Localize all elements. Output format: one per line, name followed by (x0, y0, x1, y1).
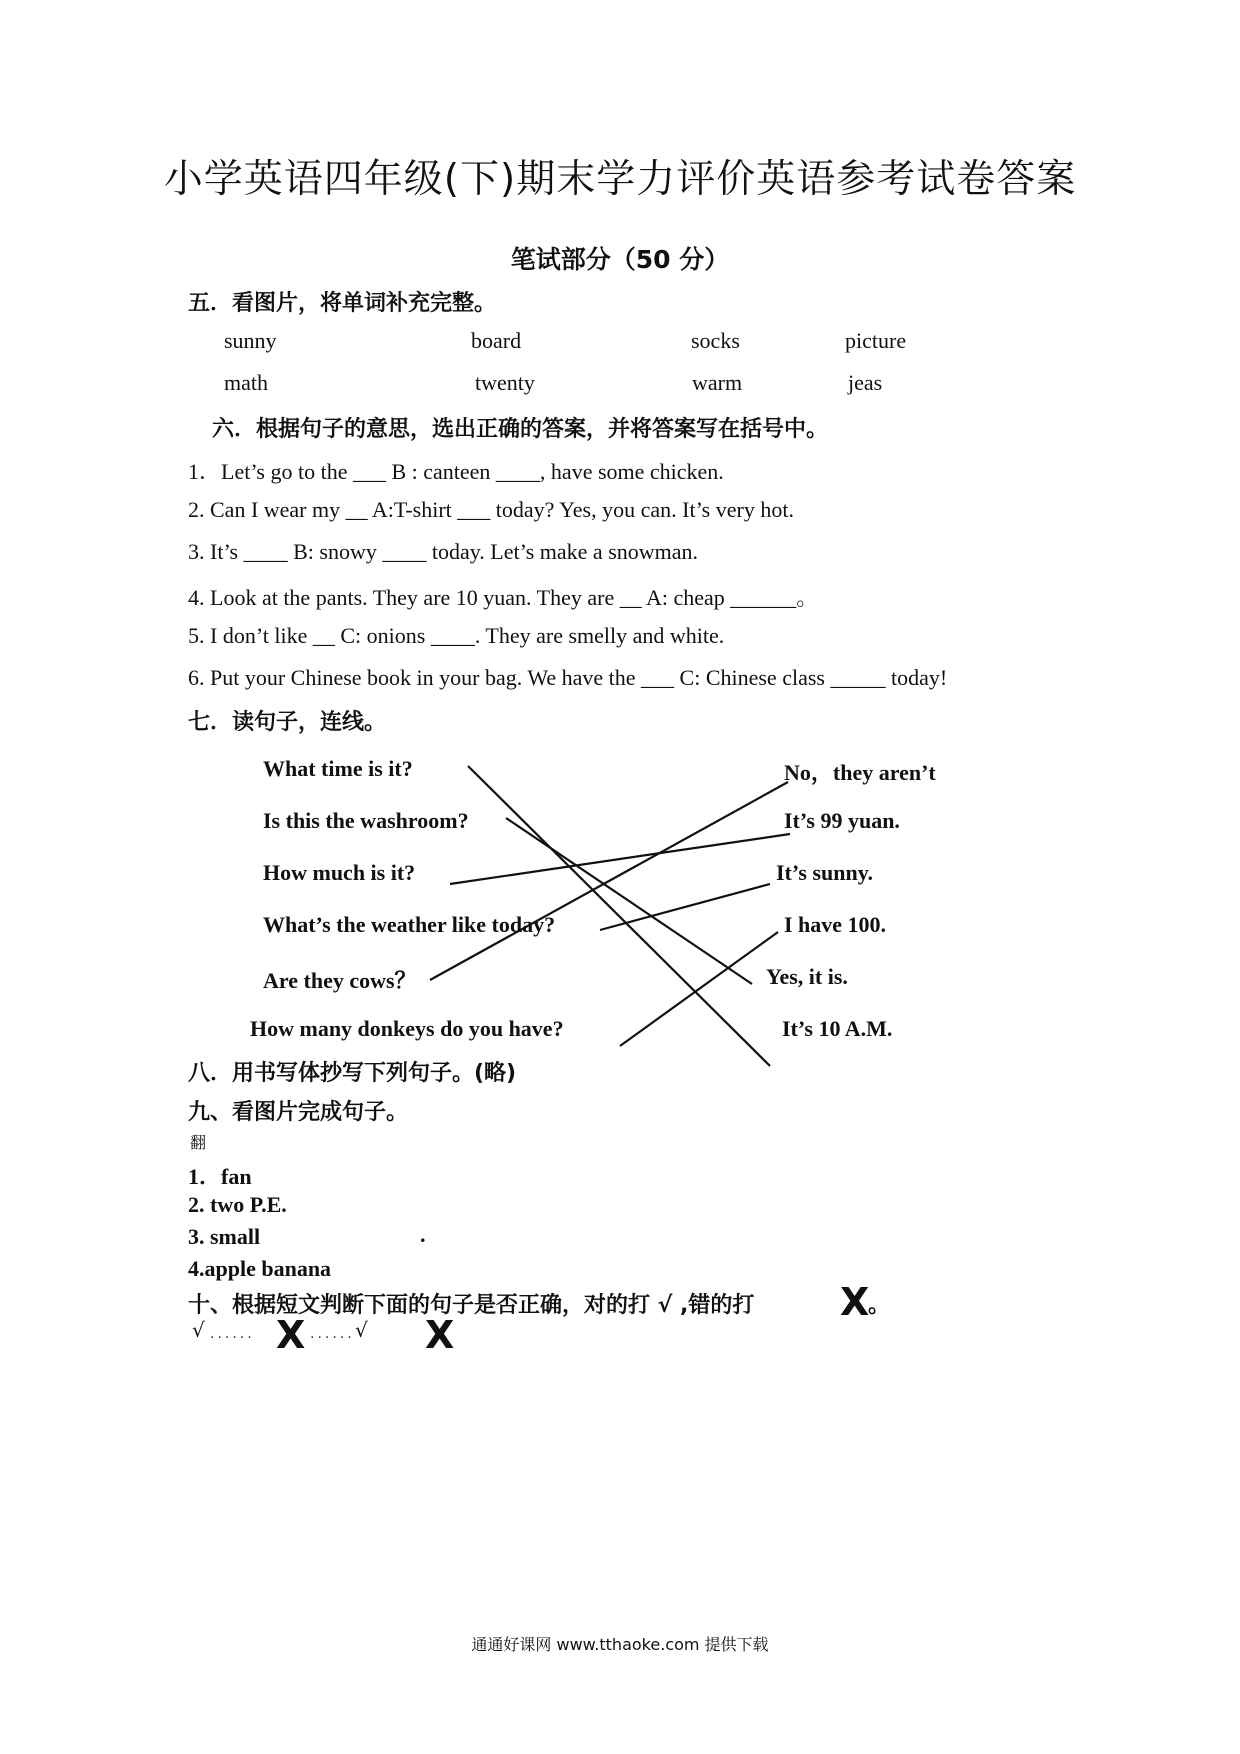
match-line (600, 884, 770, 930)
match-line (430, 782, 788, 980)
sentence-item: 2. Can I wear my __ A:T-shirt ___ today? Yes, you can. It’s very hot. (188, 497, 794, 522)
false-mark-icon: X (276, 1313, 306, 1357)
match-answer: Yes, it is. (766, 964, 848, 989)
section6-heading: 六．根据句子的意思，选出正确的答案，并将答案写在括号中。 (212, 417, 829, 442)
match-line (506, 818, 752, 984)
page-title: 小学英语四年级(下)期末学力评价英语参考试卷答案 (163, 157, 1077, 202)
word-answer: twenty (475, 370, 535, 395)
word-answer: jeas (848, 370, 883, 395)
word-answer: socks (691, 328, 740, 353)
word-answer: warm (692, 370, 743, 395)
section5-heading: 五．看图片，将单词补充完整。 (188, 291, 497, 316)
section7-heading: 七．读句子，连线。 (188, 710, 387, 735)
section9-heading: 九、看图片完成句子。 (188, 1100, 409, 1125)
match-question: Are they cows？ (263, 968, 417, 993)
sentence-item: 4. Look at the pants. They are 10 yuan. They are __ A: cheap ______。 (188, 585, 819, 610)
match-question: Is this the washroom? (263, 808, 469, 833)
section-subtitle: 笔试部分（50 分） (510, 245, 730, 274)
sentence-item: 6. Put your Chinese book in your bag. We have the ___ C: Chinese class _____ today! (188, 665, 948, 690)
true-mark-icon: √ (192, 1318, 205, 1342)
sentence-answer: 3. small (188, 1224, 261, 1249)
wrong-mark-icon: X (840, 1280, 870, 1324)
footer-credit: 通通好课网 www.tthaoke.com 提供下载 (471, 1635, 769, 1654)
match-question: What’s the weather like today? (263, 912, 556, 937)
match-answer: No，they aren’t (784, 760, 936, 785)
sentence-item: 5. I don’t like __ C: onions ____. They are smelly and white. (188, 623, 725, 648)
dotted-separator: ...... (210, 1326, 255, 1342)
match-answer: I have 100. (784, 912, 887, 937)
match-question: What time is it? (263, 756, 413, 781)
match-question: How much is it? (263, 860, 416, 885)
scan-note: 翻 (190, 1133, 207, 1152)
dotted-separator: ...... (310, 1326, 355, 1342)
sentence-answer: 2. two P.E. (188, 1192, 287, 1217)
sentence-item: 1．Let’s go to the ___ B : canteen ____, have some chicken. (188, 459, 724, 484)
section10-heading: 十、根据短文判断下面的句子是否正确，对的打 √ ,错的打 (188, 1293, 755, 1318)
match-answer: It’s sunny. (776, 860, 874, 885)
sentence-answer: 1．fan (188, 1164, 252, 1189)
section10-heading-end: 。 (868, 1293, 891, 1318)
match-answer: It’s 99 yuan. (784, 808, 900, 833)
word-answer: math (224, 370, 268, 395)
word-answer: sunny (224, 328, 277, 353)
match-line (450, 834, 790, 884)
word-answer: picture (845, 328, 907, 353)
trailing-period: . (420, 1222, 426, 1247)
sentence-answer: 4.apple banana (188, 1256, 332, 1281)
match-question: How many donkeys do you have? (250, 1016, 564, 1041)
false-mark-icon: X (425, 1313, 455, 1357)
section8-heading: 八．用书写体抄写下列句子。(略) (188, 1061, 517, 1086)
word-answer: board (471, 328, 522, 353)
match-line (620, 932, 778, 1046)
sentence-item: 3. It’s ____ B: snowy ____ today. Let’s make a snowman. (188, 539, 699, 564)
match-answer: It’s 10 A.M. (782, 1016, 893, 1041)
true-mark-icon: √ (355, 1318, 368, 1342)
